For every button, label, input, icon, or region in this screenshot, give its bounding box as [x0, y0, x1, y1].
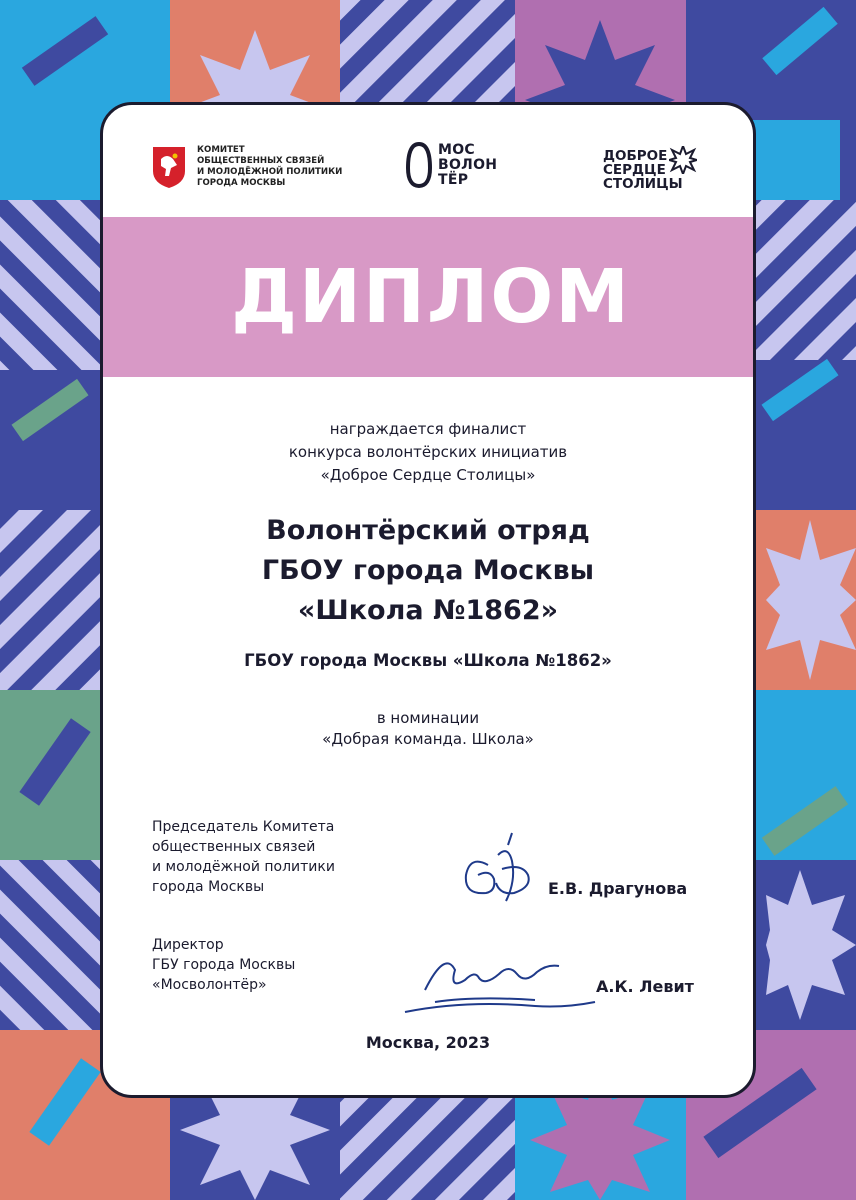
good-heart-line-1: ДОБРОЕ [603, 148, 668, 164]
good-heart-line-2: СЕРДЦЕ [603, 162, 666, 178]
signatory-1-position-line-2: общественных связей [152, 839, 316, 855]
place-and-year: Москва, 2023 [365, 1033, 491, 1052]
organization-name: ГБОУ города Москвы «Школа №1862» [244, 651, 612, 670]
signatory-1-name: Е.В. Драгунова [548, 879, 688, 898]
mosvolonter-line-3: ТЁР [438, 171, 469, 188]
signatory-1-position-line-1: Председатель Комитета [152, 819, 335, 835]
mosvolonter-drop-icon [406, 142, 432, 188]
signatory-2-position-line-3: «Мосволонтёр» [152, 977, 267, 993]
intro-line-3: «Доброе Сердце Столицы» [320, 466, 536, 484]
signatory-1-position-line-4: города Москвы [152, 879, 265, 895]
signatory-2-position-line-2: ГБУ города Москвы [152, 957, 296, 973]
moscow-coat-of-arms-icon [151, 145, 187, 189]
good-heart-logo [603, 149, 697, 191]
nomination [103, 708, 753, 750]
moscow-committee-text: КОМИТЕТ ОБЩЕСТВЕННЫХ СВЯЗЕЙ И МОЛОДЁЖНОЙ ПОЛИТИКИ ГОРОДА МОСКВЫ [197, 145, 343, 188]
mosvolonter-wordmark [438, 143, 497, 188]
signature-2-image [395, 950, 600, 1020]
mosvolonter-logo [406, 142, 497, 188]
signatory-2-name: А.К. Левит [596, 977, 694, 996]
intro-line-2: конкурса волонтёрских инициатив [288, 443, 568, 461]
nomination-line-2: «Добрая команда. Школа» [322, 730, 534, 748]
signatory-2-position [152, 935, 295, 995]
good-heart-line-3: СТОЛИЦЫ [603, 176, 683, 192]
mosvolonter-line-1: МОС [438, 141, 476, 158]
logo-row [103, 105, 753, 220]
intro-line-1: награждается финалист [329, 420, 527, 438]
signatory-2-position-line-1: Директор [152, 937, 224, 953]
moscow-committee-logo [151, 145, 347, 189]
recipient-line-1: Волонтёрский отряд [266, 515, 590, 546]
diploma-title: ДИПЛОМ [231, 254, 631, 340]
recipient-line-3: «Школа №1862» [297, 595, 559, 626]
title-band [100, 217, 756, 377]
signatory-1-position-line-3: и молодёжной политики [152, 859, 335, 875]
signatory-1-position [152, 817, 335, 897]
recipient-name [103, 511, 753, 631]
diploma-card [100, 102, 756, 1098]
award-intro [103, 418, 753, 487]
mosvolonter-line-2: ВОЛОН [438, 156, 498, 173]
star-burst-icon [669, 146, 697, 174]
recipient-line-2: ГБОУ города Москвы [261, 555, 595, 586]
signature-1-image [458, 825, 548, 915]
nomination-line-1: в номинации [376, 709, 480, 727]
